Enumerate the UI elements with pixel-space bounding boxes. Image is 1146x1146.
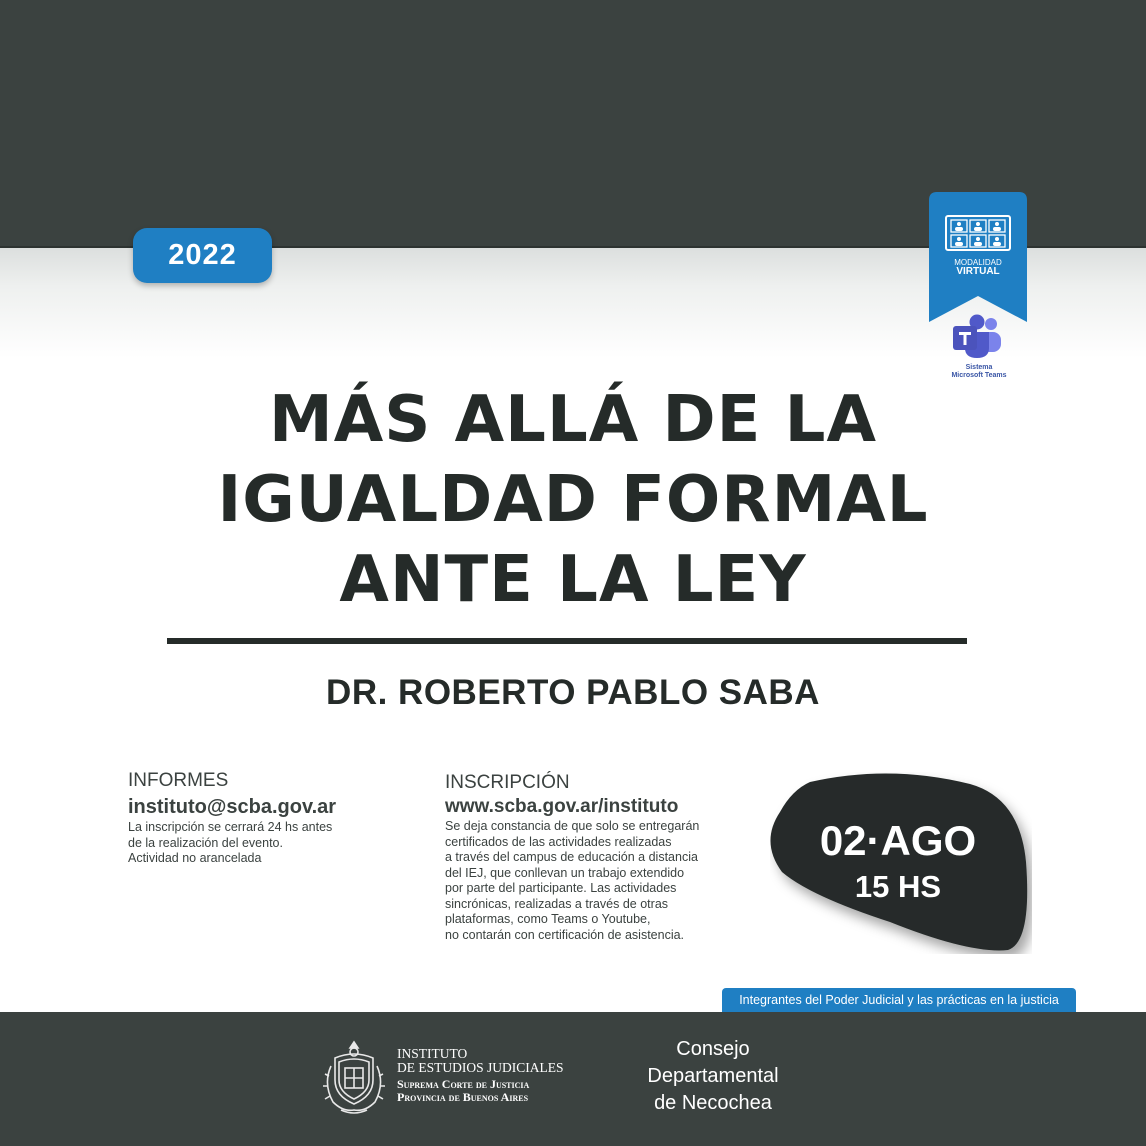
informes-heading: INFORMES <box>128 770 229 791</box>
platform-line2: Microsoft Teams <box>951 372 1007 379</box>
court-name-line1: Suprema Corte de Justicia <box>397 1077 530 1091</box>
inscripcion-note-line: del IEJ, que conllevan un trabajo extendido <box>445 865 685 880</box>
council-name <box>610 1036 816 1117</box>
modality-label <box>929 258 1027 276</box>
microsoft-teams-icon <box>951 314 1003 360</box>
modality-label-text: MODALIDAD <box>954 258 1002 267</box>
inscripcion-note-line: Se deja constancia de que solo se entregarán <box>445 819 700 833</box>
title-line-2: IGUALDAD FORMAL <box>217 463 929 537</box>
court-name-line2: Provincia de Buenos Aires <box>397 1090 529 1104</box>
informes-notes <box>128 820 332 867</box>
event-time: 15 HS <box>854 869 942 904</box>
title-line-3: ANTE LA LEY <box>339 543 807 617</box>
event-date: 02·AGO <box>819 817 977 864</box>
speaker-name: DR. ROBERTO PABLO SABA <box>326 673 820 712</box>
inscripcion-note-line: plataformas, como Teams o Youtube, <box>445 912 651 926</box>
year-badge: 2022 <box>133 228 272 283</box>
title-divider <box>167 638 967 644</box>
council-line: de Necochea <box>654 1092 772 1114</box>
inscripcion-notes <box>445 819 699 943</box>
inscripcion-note-line: sincrónicas, realizadas a través de otras <box>445 896 669 911</box>
title-line-1: MÁS ALLÁ DE LA <box>269 383 877 457</box>
inscripcion-note-line: certificados de las actividades realizadas <box>445 834 672 849</box>
platform-caption <box>930 364 1028 380</box>
informes-email[interactable]: instituto@scba.gov.ar <box>128 796 337 818</box>
modality-value: VIRTUAL <box>956 266 1000 277</box>
audience-tag: Integrantes del Poder Judicial y las prácticas en la justicia <box>722 988 1076 1012</box>
inscripcion-url[interactable]: www.scba.gov.ar/instituto <box>445 796 679 817</box>
institute-name-line1: INSTITUTO <box>397 1046 468 1061</box>
informes-note-line: La inscripción se cerrará 24 hs antes <box>128 820 333 834</box>
inscripcion-note-line: por parte del participante. Las actividades <box>445 881 677 895</box>
informes-note-line: Actividad no arancelada <box>128 851 262 865</box>
modality-ribbon <box>929 192 1027 322</box>
institution-seal-icon <box>321 1036 387 1116</box>
inscripcion-heading: INSCRIPCIÓN <box>445 772 570 793</box>
institute-name-line2: DE ESTUDIOS JUDICIALES <box>397 1060 564 1075</box>
event-title <box>0 380 1146 620</box>
informes-note-line: de la realización del evento. <box>128 835 283 850</box>
platform-line1: Sistema <box>965 364 993 371</box>
council-line: Consejo <box>676 1038 750 1060</box>
inscripcion-note-line: a través del campus de educación a distancia <box>445 850 698 864</box>
council-line: Departamental <box>647 1065 779 1087</box>
inscripcion-note-line: no contarán con certificación de asistencia. <box>445 927 685 942</box>
footer <box>0 1012 1146 1146</box>
